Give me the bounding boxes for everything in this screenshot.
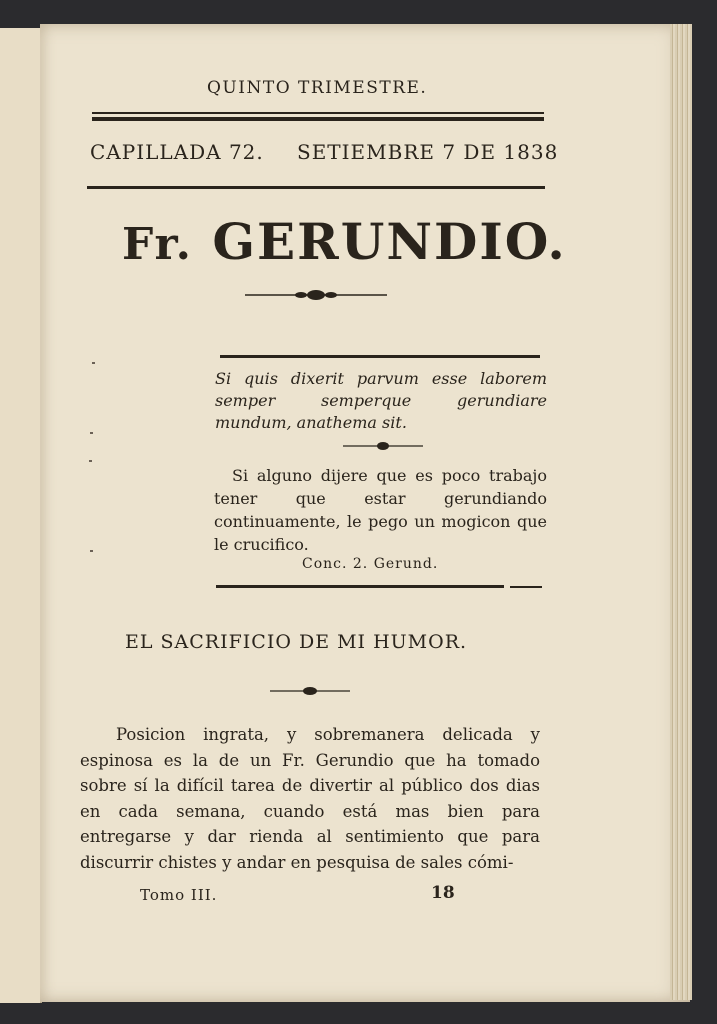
article-paragraph: Posicion ingrata, y sobremanera delicada y espinosa es la de un Fr. Gerundio que ha tomado sobre sí la difícil tarea de divertir al público dos dias en cada semana, cuando está mas bien para entregarse y dar rienda al sentimiento que para discurrir chistes y andar en pesquisa de sales cómi-	[80, 725, 540, 872]
margin-speck	[90, 432, 93, 434]
margin-speck	[92, 362, 95, 364]
capillada-number: CAPILLADA 72.	[90, 140, 264, 164]
trimestre-label: QUINTO TRIMESTRE.	[207, 78, 428, 98]
double-rule-top-2	[92, 117, 544, 121]
volume-label: Tomo III.	[140, 886, 218, 904]
margin-speck	[89, 460, 92, 462]
rule-under-date	[87, 186, 545, 189]
signature-mark: 18	[431, 883, 455, 903]
epigraph-attribution: Conc. 2. Gerund.	[302, 556, 439, 572]
masthead-fr: Fr.	[122, 219, 193, 270]
masthead-name: GERUNDIO.	[212, 212, 567, 271]
ornament-divider-icon	[245, 288, 387, 302]
article-heading: EL SACRIFICIO DE MI HUMOR.	[125, 631, 468, 653]
page-stack-edge	[670, 24, 692, 1000]
rule-above-epigraph	[220, 355, 540, 358]
heading-ornament-icon	[270, 685, 350, 697]
small-ornament-icon	[343, 440, 423, 452]
facing-page-edge	[0, 28, 42, 1003]
issue-date: SETIEMBRE 7 DE 1838	[297, 140, 559, 164]
margin-speck	[90, 550, 93, 552]
double-rule-top	[92, 112, 544, 114]
rule-below-epigraph-tail	[510, 586, 542, 588]
rule-below-epigraph	[216, 585, 504, 588]
article-body	[80, 722, 540, 875]
epigraph-spanish: Si alguno dijere que es poco trabajo tener que estar gerundiando continuamente, le pego un mogicon que le crucifico.	[214, 466, 547, 554]
epigraph-latin: Si quis dixerit parvum esse laborem semper semperque gerundiare mundum, anathema sit.	[215, 369, 547, 432]
masthead-title	[122, 212, 567, 271]
